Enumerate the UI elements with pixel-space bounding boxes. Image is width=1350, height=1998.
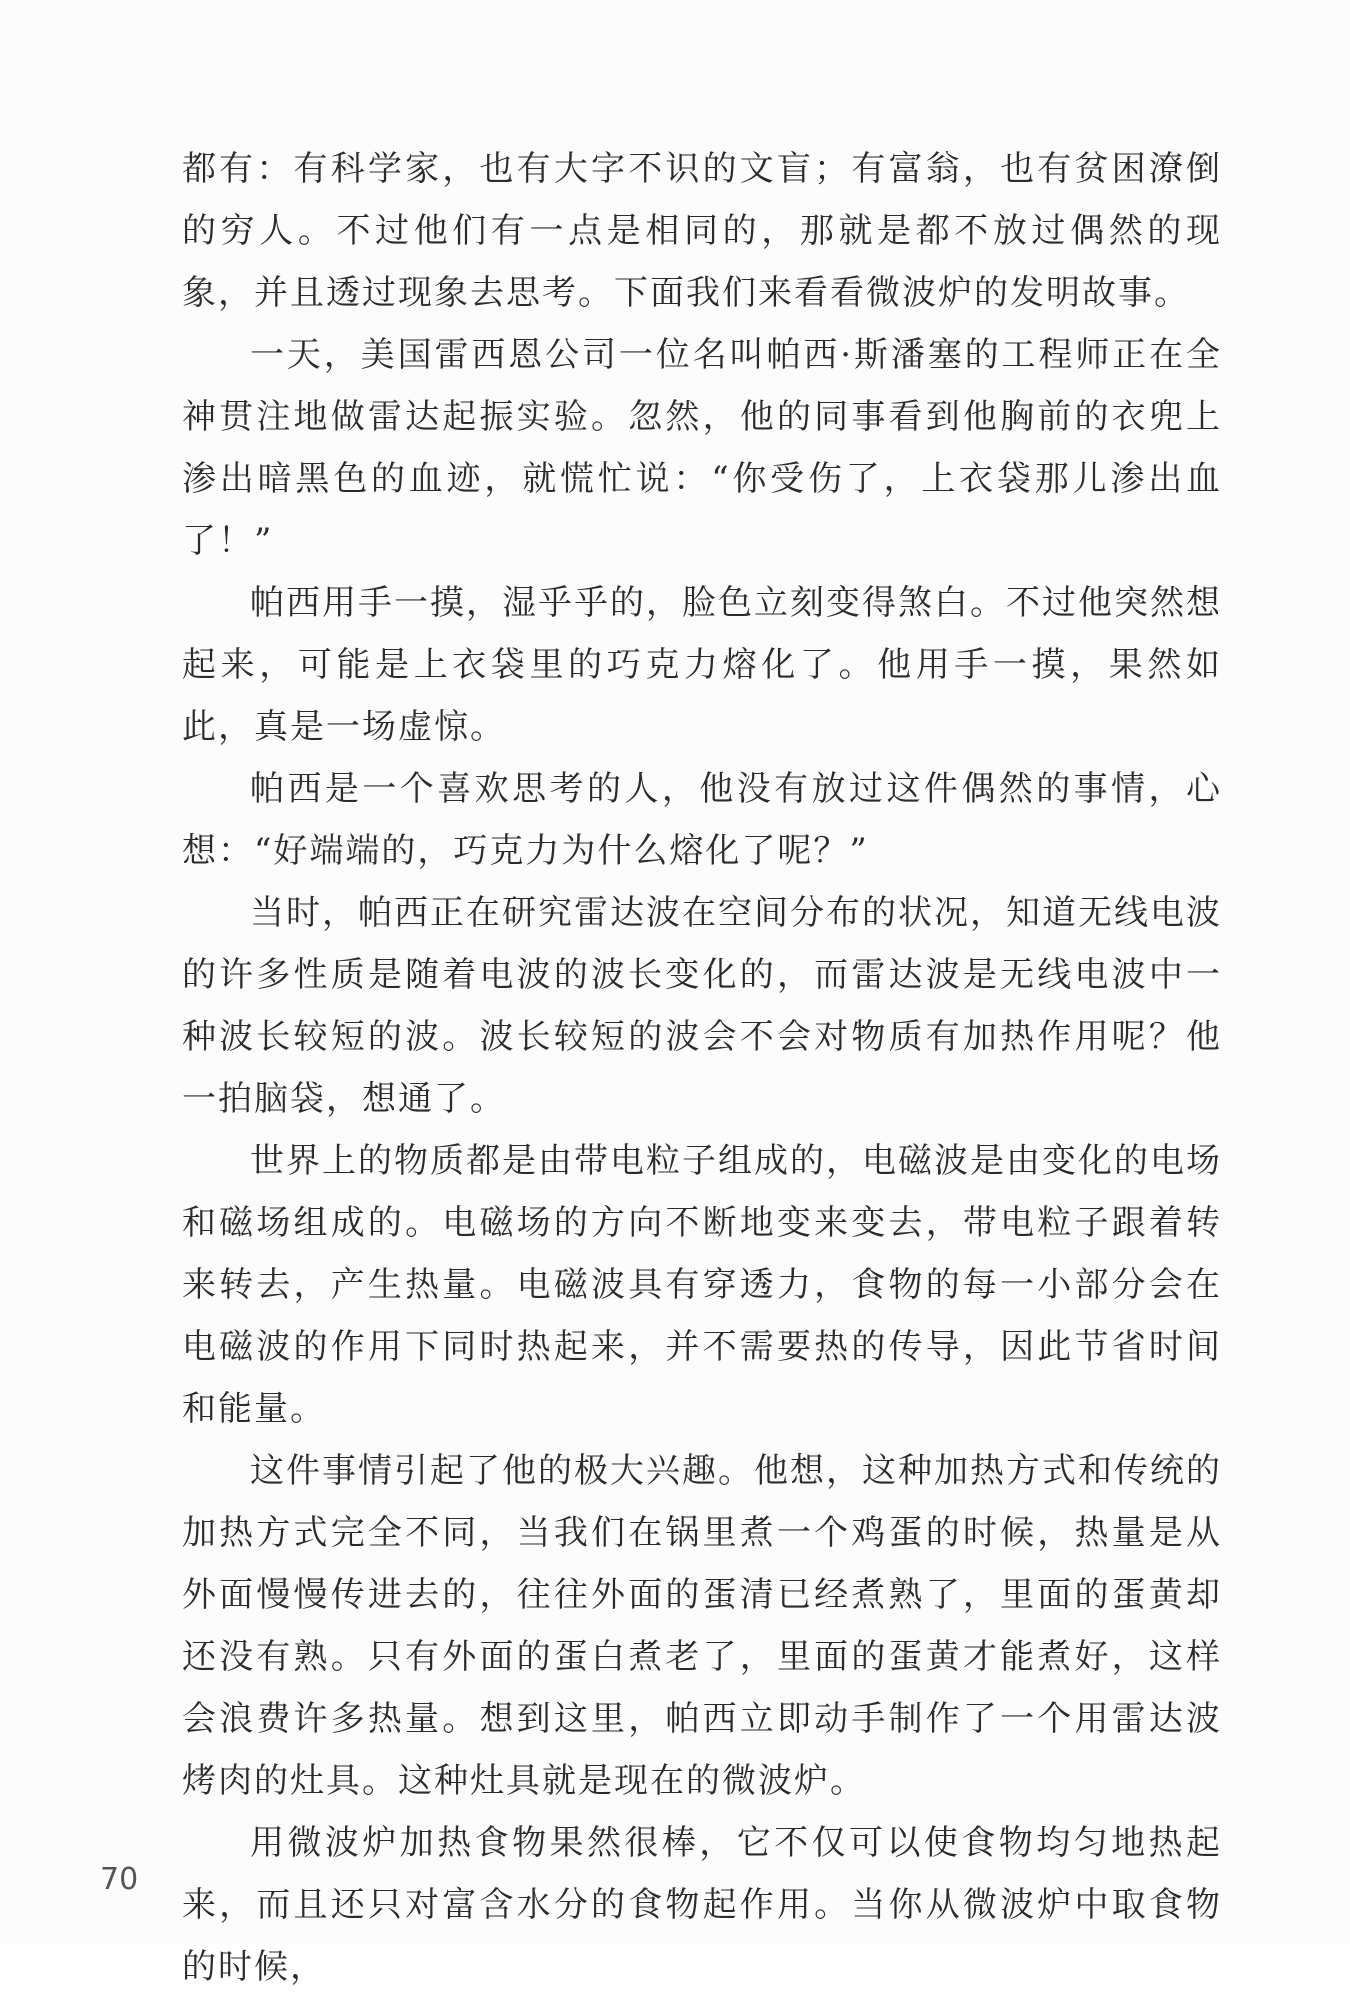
paragraph-1: 都有：有科学家，也有大字不识的文盲；有富翁，也有贫困潦倒的穷人。不过他们有一点是相同的，那就是都不放过偶然的现象，并且透过现象去思考。下面我们来看看微波炉的发明故事。 xyxy=(182,149,1222,313)
page-number: 70 xyxy=(100,1862,139,1897)
body-text xyxy=(182,138,1222,1998)
paragraph-7: 这件事情引起了他的极大兴趣。他想，这种加热方式和传统的加热方式完全不同，当我们在锅里煮一个鸡蛋的时候，热量是从外面慢慢传进去的，往往外面的蛋清已经煮熟了，里面的蛋黄却还没有熟。只有外面的蛋白煮老了，里面的蛋黄才能煮好，这样会浪费许多热量。想到这里，帕西立即动手制作了一个用雷达波烤肉的灶具。这种灶具就是现在的微波炉。 xyxy=(182,1451,1222,1801)
paragraph-4: 帕西是一个喜欢思考的人，他没有放过这件偶然的事情，心想：“好端端的，巧克力为什么熔化了呢？” xyxy=(182,769,1222,871)
paragraph-3: 帕西用手一摸，湿乎乎的，脸色立刻变得煞白。不过他突然想起来，可能是上衣袋里的巧克力熔化了。他用手一摸，果然如此，真是一场虚惊。 xyxy=(182,583,1222,747)
paragraph-2: 一天，美国雷西恩公司一位名叫帕西·斯潘塞的工程师正在全神贯注地做雷达起振实验。忽然，他的同事看到他胸前的衣兜上渗出暗黑色的血迹，就慌忙说：“你受伤了，上衣袋那儿渗出血了！” xyxy=(182,335,1222,561)
paragraph-8: 用微波炉加热食物果然很棒，它不仅可以使食物均匀地热起来，而且还只对富含水分的食物起作用。当你从微波炉中取食物的时候， xyxy=(182,1823,1222,1987)
paragraph-6: 世界上的物质都是由带电粒子组成的，电磁波是由变化的电场和磁场组成的。电磁场的方向不断地变来变去，带电粒子跟着转来转去，产生热量。电磁波具有穿透力，食物的每一小部分会在电磁波的作用下同时热起来，并不需要热的传导，因此节省时间和能量。 xyxy=(182,1141,1222,1429)
paragraph-5: 当时，帕西正在研究雷达波在空间分布的状况，知道无线电波的许多性质是随着电波的波长变化的，而雷达波是无线电波中一种波长较短的波。波长较短的波会不会对物质有加热作用呢？他一拍脑袋，想通了。 xyxy=(182,893,1222,1119)
